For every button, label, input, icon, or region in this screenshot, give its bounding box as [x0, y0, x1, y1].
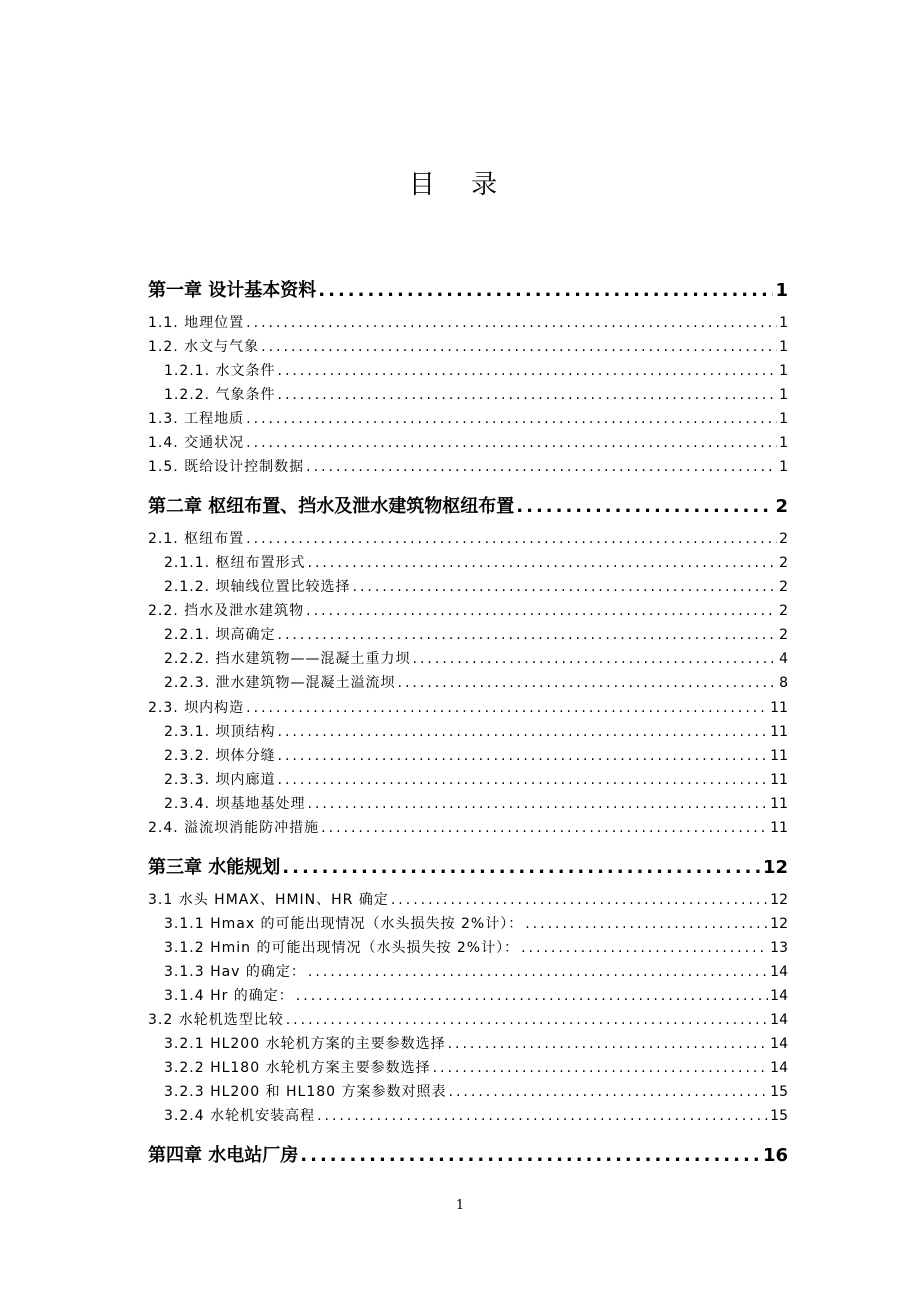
toc-entry-label: 2.3.4. 坝基地基处理: [164, 796, 306, 812]
toc-entry-page: 1: [779, 411, 788, 427]
toc-leader-dots: [398, 675, 778, 691]
toc-leader-dots: [246, 435, 777, 451]
toc-entry-label: 2.1.2. 坝轴线位置比较选择: [164, 579, 351, 595]
toc-leader-dots: [246, 700, 768, 716]
toc-entry-page: 12: [762, 857, 788, 878]
toc-leader-dots: [261, 339, 777, 355]
toc-entry-page: 11: [770, 820, 788, 836]
toc-entry-page: 14: [770, 1060, 788, 1076]
toc-entry[interactable]: [148, 937, 788, 957]
toc-entry-page: 1: [779, 363, 788, 379]
toc-leader-dots: [525, 916, 768, 932]
toc-leader-dots: [521, 940, 768, 956]
toc-entry[interactable]: [148, 985, 788, 1005]
toc-entry-label: 第四章 水电站厂房: [148, 1145, 299, 1166]
toc-entry-label: 3.1.3 Hav 的确定：: [164, 964, 306, 980]
toc-entry-label: 3.1 水头 HMAX、HMIN、HR 确定: [148, 892, 389, 908]
toc-leader-dots: [278, 627, 778, 643]
toc-leader-dots: [308, 964, 768, 980]
toc-entry-label: 2.3. 坝内构造: [148, 700, 245, 716]
toc-entry[interactable]: [148, 721, 788, 741]
toc-leader-dots: [308, 796, 769, 812]
toc-entry[interactable]: [148, 312, 788, 332]
toc-entry-label: 1.2.1. 水文条件: [164, 363, 276, 379]
toc-leader-dots: [278, 363, 778, 379]
toc-leader-dots: [282, 857, 761, 878]
toc-leader-dots: [413, 651, 778, 667]
toc-entry[interactable]: [148, 408, 788, 428]
toc-entry-page: 11: [770, 796, 788, 812]
toc-entry[interactable]: [148, 492, 788, 518]
toc-leader-dots: [448, 1036, 769, 1052]
toc-leader-dots: [246, 411, 777, 427]
toc-entry[interactable]: [148, 793, 788, 813]
toc-entry[interactable]: [148, 1141, 788, 1167]
toc-entry-label: 3.1.4 Hr 的确定：: [164, 988, 294, 1004]
toc-entry[interactable]: [148, 600, 788, 620]
toc-entry-label: 3.1.1 Hmax 的可能出现情况（水头损失按 2%计）：: [164, 916, 524, 932]
toc-entry-page: 2: [779, 531, 788, 547]
page-number: 1: [455, 1198, 465, 1213]
toc-entry-page: 1: [779, 339, 788, 355]
toc-entry-label: 2.3.3. 坝内廊道: [164, 772, 276, 788]
toc-entry-label: 2.2.1. 坝高确定: [164, 627, 276, 643]
toc-entry-page: 14: [770, 988, 788, 1004]
toc-entry-page: 2: [775, 496, 788, 517]
toc-entry[interactable]: [148, 624, 788, 644]
toc-entry[interactable]: [148, 432, 788, 452]
toc-leader-dots: [286, 1012, 768, 1028]
toc-entry[interactable]: [148, 336, 788, 356]
toc-entry[interactable]: [148, 745, 788, 765]
toc-entry-page: 11: [770, 748, 788, 764]
toc-entry[interactable]: [148, 648, 788, 668]
toc-leader-dots: [353, 579, 778, 595]
page-title: 目 录: [408, 170, 512, 200]
toc-entry-label: 1.2.2. 气象条件: [164, 387, 276, 403]
toc-entry-label: 1.2. 水文与气象: [148, 339, 260, 355]
toc-entry-label: 3.2.4 水轮机安装高程: [164, 1108, 316, 1124]
toc-leader-dots: [317, 1108, 768, 1124]
toc-entry-page: 11: [770, 724, 788, 740]
toc-entry[interactable]: [148, 853, 788, 879]
toc-leader-dots: [278, 387, 778, 403]
toc-entry-label: 2.1. 枢纽布置: [148, 531, 245, 547]
toc-entry[interactable]: [148, 817, 788, 837]
toc-leader-dots: [516, 496, 773, 517]
toc-leader-dots: [391, 892, 768, 908]
toc-entry-page: 8: [779, 675, 788, 691]
toc-entry[interactable]: [148, 456, 788, 476]
toc-entry-label: 2.4. 溢流坝消能防冲措施: [148, 820, 320, 836]
toc-entry-label: 3.1.2 Hmin 的可能出现情况（水头损失按 2%计）：: [164, 940, 520, 956]
toc-entry[interactable]: [148, 384, 788, 404]
toc-leader-dots: [306, 459, 777, 475]
toc-leader-dots: [300, 1145, 761, 1166]
toc-entry-page: 4: [779, 651, 788, 667]
toc-entry-page: 14: [770, 1036, 788, 1052]
toc-entry-page: 1: [775, 280, 788, 301]
toc-entry[interactable]: [148, 360, 788, 380]
toc-entry-page: 1: [779, 459, 788, 475]
toc-entry-label: 3.2 水轮机选型比较: [148, 1012, 284, 1028]
toc-entry[interactable]: [148, 276, 788, 302]
toc-entry-page: 2: [779, 627, 788, 643]
toc-leader-dots: [449, 1084, 769, 1100]
toc-leader-dots: [318, 280, 773, 301]
toc-entry-label: 3.2.2 HL180 水轮机方案主要参数选择: [164, 1060, 431, 1076]
toc-leader-dots: [308, 555, 778, 571]
toc-entry[interactable]: [148, 1105, 788, 1125]
toc-leader-dots: [321, 820, 768, 836]
toc-leader-dots: [306, 603, 777, 619]
toc-entry[interactable]: [148, 889, 788, 909]
toc-entry-page: 11: [770, 700, 788, 716]
toc-entry[interactable]: [148, 1033, 788, 1053]
toc-leader-dots: [433, 1060, 769, 1076]
toc-entry-label: 3.2.1 HL200 水轮机方案的主要参数选择: [164, 1036, 446, 1052]
toc-leader-dots: [278, 748, 769, 764]
toc-entry[interactable]: [148, 552, 788, 572]
toc-entry-label: 2.2. 挡水及泄水建筑物: [148, 603, 305, 619]
toc-leader-dots: [246, 531, 777, 547]
toc-entry[interactable]: [148, 1081, 788, 1101]
toc-entry[interactable]: [148, 1009, 788, 1029]
toc-entry[interactable]: [148, 697, 788, 717]
toc-leader-dots: [296, 988, 768, 1004]
toc-entry-page: 15: [770, 1084, 788, 1100]
toc-entry-label: 第一章 设计基本资料: [148, 280, 317, 301]
toc-leader-dots: [246, 315, 777, 331]
toc-entry-page: 13: [770, 940, 788, 956]
toc-entry-page: 15: [770, 1108, 788, 1124]
toc-entry-label: 2.2.2. 挡水建筑物——混凝土重力坝: [164, 651, 411, 667]
toc-entry-label: 1.5. 既给设计控制数据: [148, 459, 305, 475]
toc-entry-page: 14: [770, 964, 788, 980]
toc-entry[interactable]: [148, 1057, 788, 1077]
toc-entry-label: 1.4. 交通状况: [148, 435, 245, 451]
toc-entry[interactable]: [148, 672, 788, 692]
toc-entry-page: 1: [779, 387, 788, 403]
toc-entry-label: 第三章 水能规划: [148, 857, 281, 878]
toc-entry-label: 3.2.3 HL200 和 HL180 方案参数对照表: [164, 1084, 447, 1100]
toc-entry-page: 1: [779, 315, 788, 331]
toc-entry[interactable]: [148, 913, 788, 933]
toc-entry-page: 2: [779, 603, 788, 619]
toc-entry-label: 2.1.1. 枢纽布置形式: [164, 555, 306, 571]
toc-entry[interactable]: [148, 961, 788, 981]
toc-entry-label: 2.3.1. 坝顶结构: [164, 724, 276, 740]
toc-entry[interactable]: [148, 528, 788, 548]
toc-entry-page: 1: [779, 435, 788, 451]
toc-entry[interactable]: [148, 769, 788, 789]
toc-entry-page: 12: [770, 892, 788, 908]
toc-leader-dots: [278, 772, 769, 788]
toc-leader-dots: [278, 724, 769, 740]
toc-entry-page: 14: [770, 1012, 788, 1028]
toc-entry-page: 2: [779, 555, 788, 571]
toc-entry-label: 2.2.3. 泄水建筑物—混凝土溢流坝: [164, 675, 396, 691]
toc-entry-page: 12: [770, 916, 788, 932]
toc-entry-label: 2.3.2. 坝体分缝: [164, 748, 276, 764]
toc-entry-label: 1.3. 工程地质: [148, 411, 245, 427]
toc-entry-page: 2: [779, 579, 788, 595]
toc-entry-label: 1.1. 地理位置: [148, 315, 245, 331]
toc-entry-label: 第二章 枢纽布置、挡水及泄水建筑物枢纽布置: [148, 496, 515, 517]
toc-entry[interactable]: [148, 576, 788, 596]
toc-entry-page: 11: [770, 772, 788, 788]
toc-entry-page: 16: [762, 1145, 788, 1166]
